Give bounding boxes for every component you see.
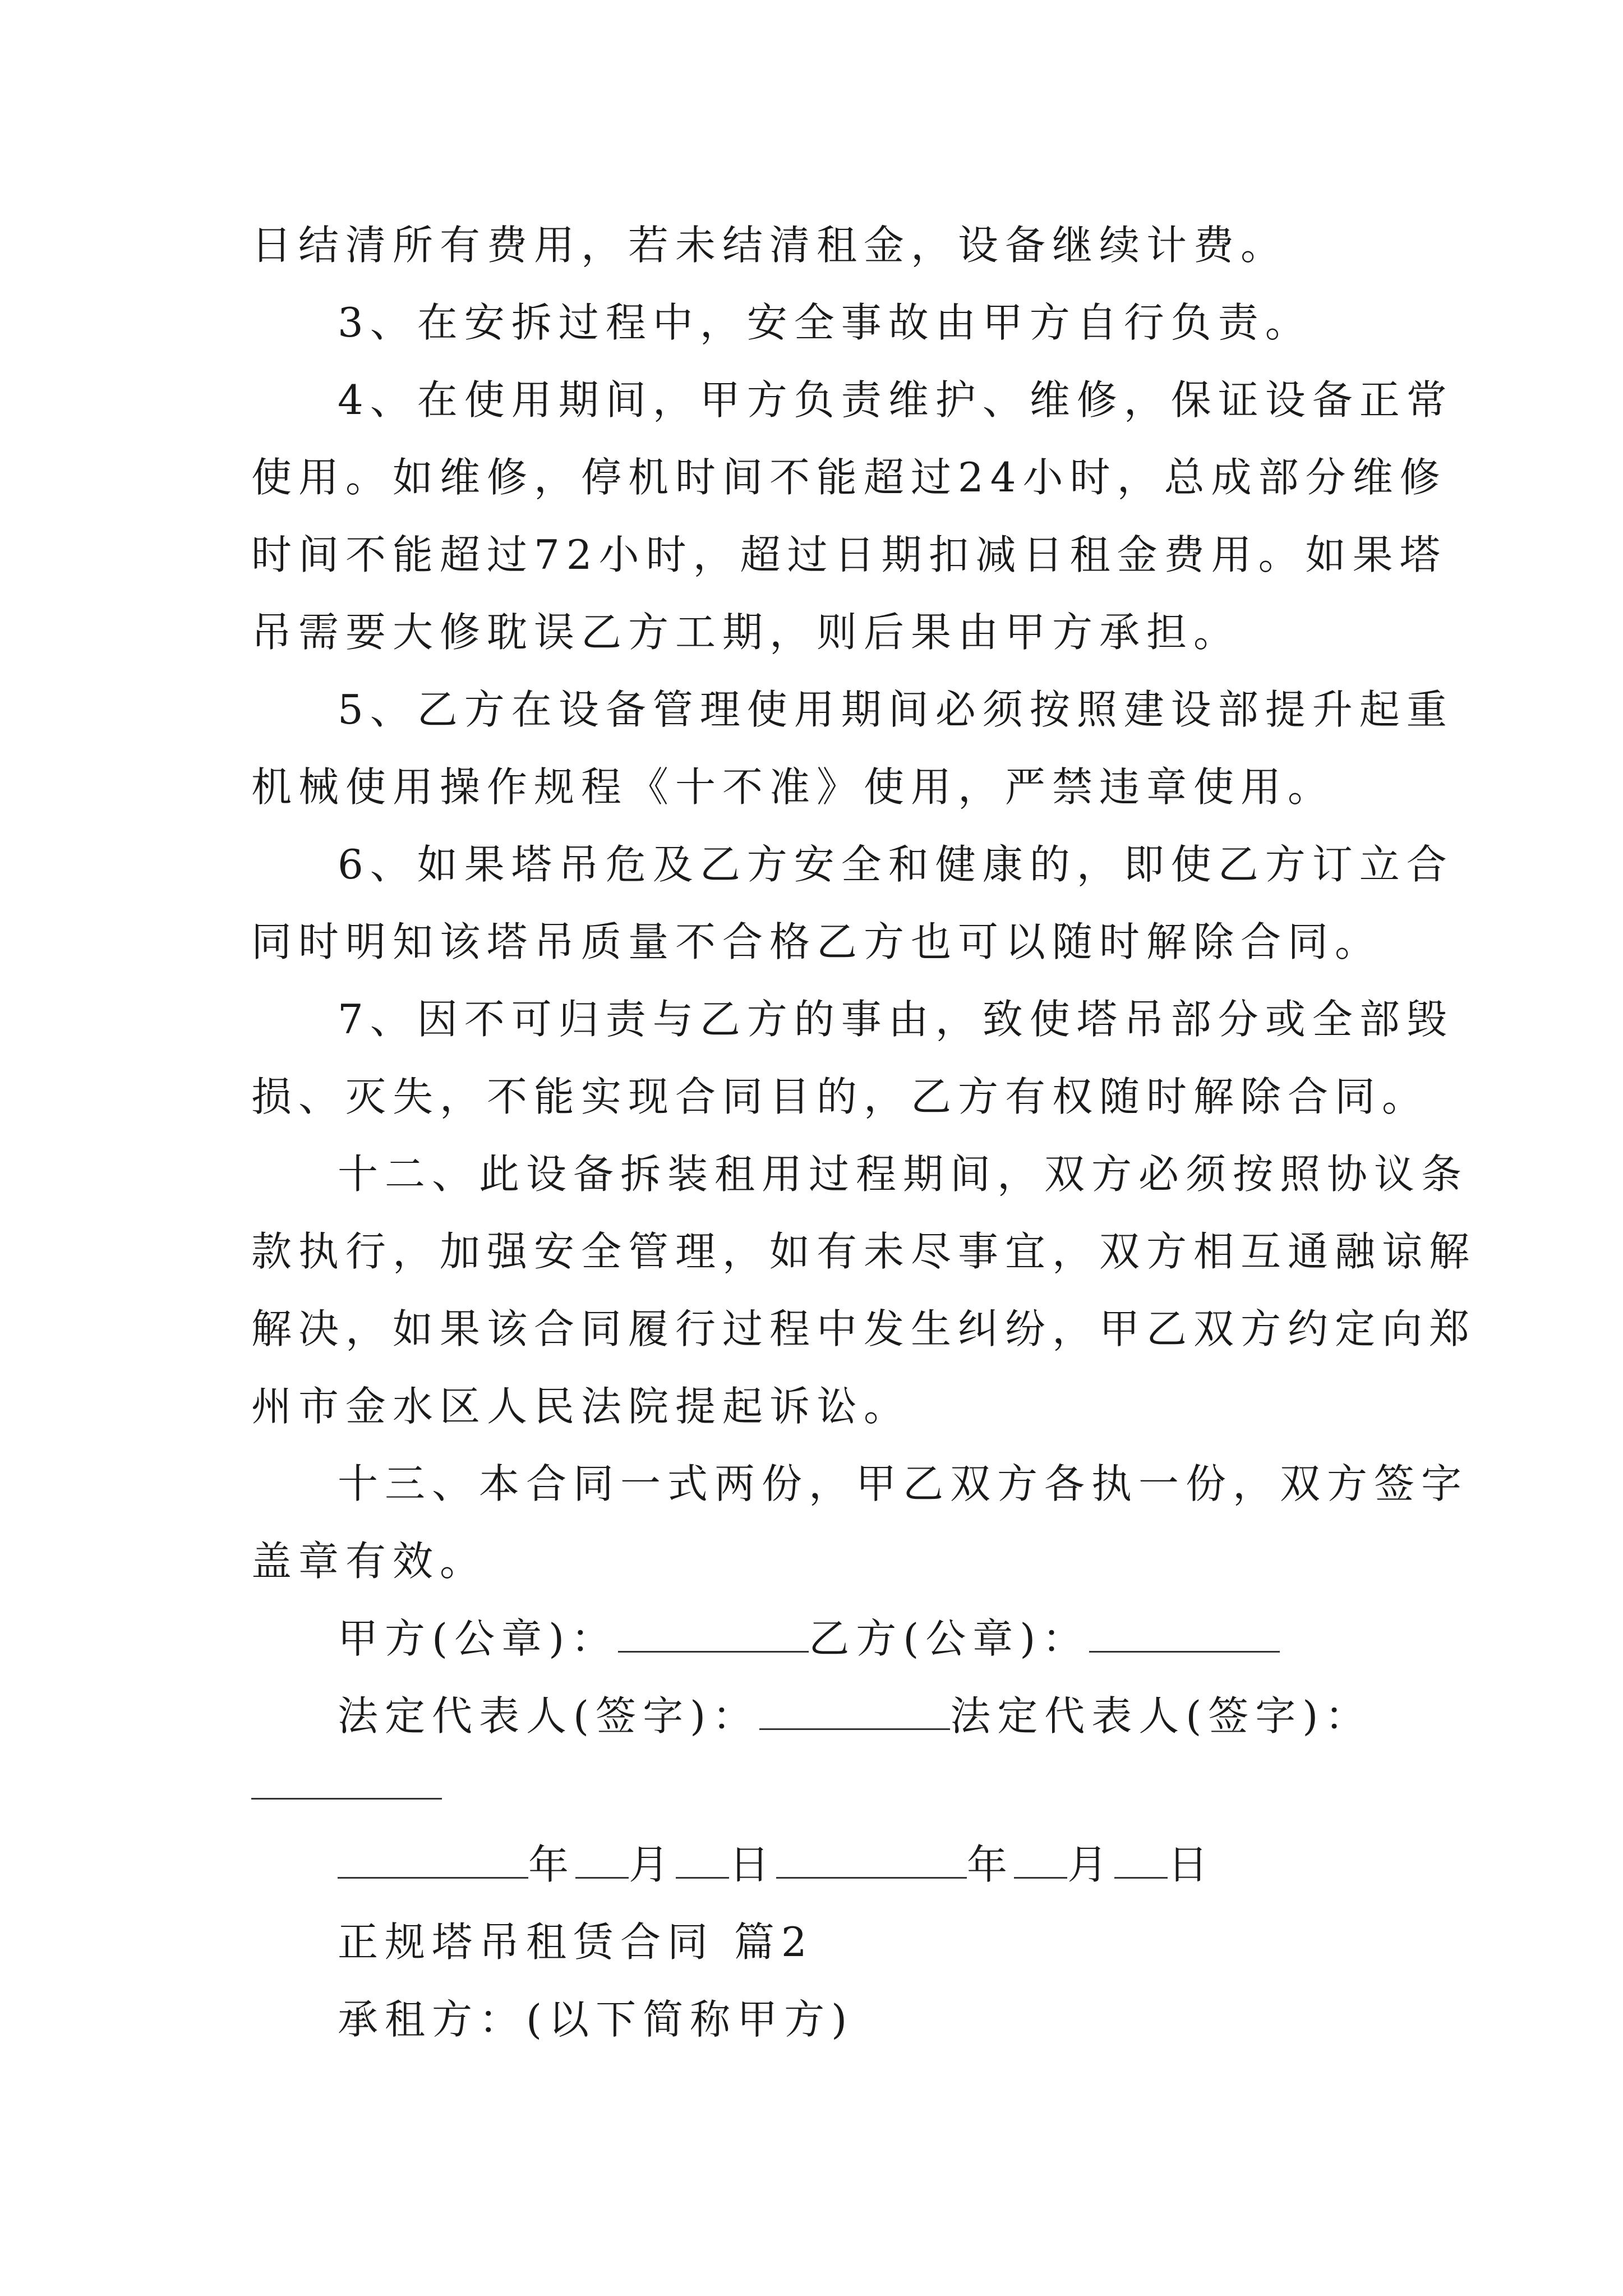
next-section (338, 1903, 1403, 2058)
paragraph-line: 十三、本合同一式两份，甲乙双方各执一份，双方签字 (338, 1460, 1469, 1507)
paragraph-line: 州市金水区人民法院提起诉讼。 (251, 1383, 911, 1430)
paragraph-line: 解决，如果该合同履行过程中发生纠纷，甲乙双方约定向郑 (251, 1305, 1477, 1352)
date-row (338, 1826, 1403, 1903)
party-b-year-blank (776, 1843, 967, 1879)
paragraph-line: 款执行，加强安全管理，如有未尽事宜，双方相互通融谅解 (251, 1228, 1477, 1275)
legal-rep-line (251, 1677, 1381, 1755)
paragraph-line: 6、如果塔吊危及乙方安全和健康的，即使乙方订立合 (338, 841, 1454, 888)
paragraph-line: 时间不能超过72小时，超过日期扣减日租金费用。如果塔 (251, 531, 1447, 578)
paragraph-line: 机械使用操作规程《十不准》使用，严禁违章使用。 (251, 763, 1335, 811)
party-b-seal-blank (1089, 1617, 1280, 1653)
paragraph-line: 同时明知该塔吊质量不合格乙方也可以随时解除合同。 (251, 918, 1382, 965)
day-label: 日 (729, 1841, 777, 1888)
party-a-day-blank (676, 1843, 729, 1879)
paragraph-line: 损、灭失，不能实现合同目的，乙方有权随时解除合同。 (251, 1073, 1430, 1120)
party-a-year-blank (338, 1843, 528, 1879)
party-a-seal-label: 甲方(公章)： (338, 1615, 619, 1662)
paragraph-line: 使用。如维修，停机时间不能超过24小时，总成部分维修 (251, 454, 1447, 501)
paragraph-line: 日结清所有费用，若未结清租金，设备继续计费。 (251, 222, 1288, 269)
party-b-month-blank (1014, 1843, 1067, 1879)
party-b-legal-rep-blank (251, 1798, 442, 1800)
paragraph-line: 3、在安拆过程中，安全事故由甲方自行负责。 (338, 299, 1312, 346)
party-a-legal-rep-label: 法定代表人(签字)： (338, 1692, 760, 1740)
contract-body (251, 206, 1477, 1755)
month-label: 月 (629, 1841, 676, 1888)
paragraph-line: 盖章有效。 (251, 1538, 487, 1585)
party-a-legal-rep-blank (759, 1695, 950, 1730)
paragraph-line: 吊需要大修耽误乙方工期，则后果由甲方承担。 (251, 609, 1241, 656)
party-a-seal-blank (618, 1617, 809, 1653)
lessee-line: 承租方：(以下简称甲方) (338, 1996, 854, 2043)
month-label: 月 (1067, 1841, 1115, 1888)
party-b-seal-label: 乙方(公章)： (809, 1615, 1090, 1662)
paragraph-line: 十二、此设备拆装租用过程期间，双方必须按照协议条 (338, 1151, 1469, 1198)
year-label: 年 (528, 1841, 576, 1888)
paragraph-line: 4、在使用期间，甲方负责维护、维修，保证设备正常 (338, 376, 1454, 424)
day-label: 日 (1168, 1841, 1215, 1888)
party-b-day-blank (1114, 1843, 1168, 1879)
year-label: 年 (967, 1841, 1015, 1888)
seal-line (251, 1600, 1381, 1677)
section-title: 正规塔吊租赁合同 篇2 (338, 1918, 814, 1966)
paragraph-line: 5、乙方在设备管理使用期间必须按照建设部提升起重 (338, 686, 1454, 733)
party-b-legal-rep-label: 法定代表人(签字)： (950, 1692, 1372, 1740)
party-a-month-blank (575, 1843, 629, 1879)
paragraph-line: 7、因不可归责与乙方的事由，致使塔吊部分或全部毁 (338, 996, 1454, 1043)
